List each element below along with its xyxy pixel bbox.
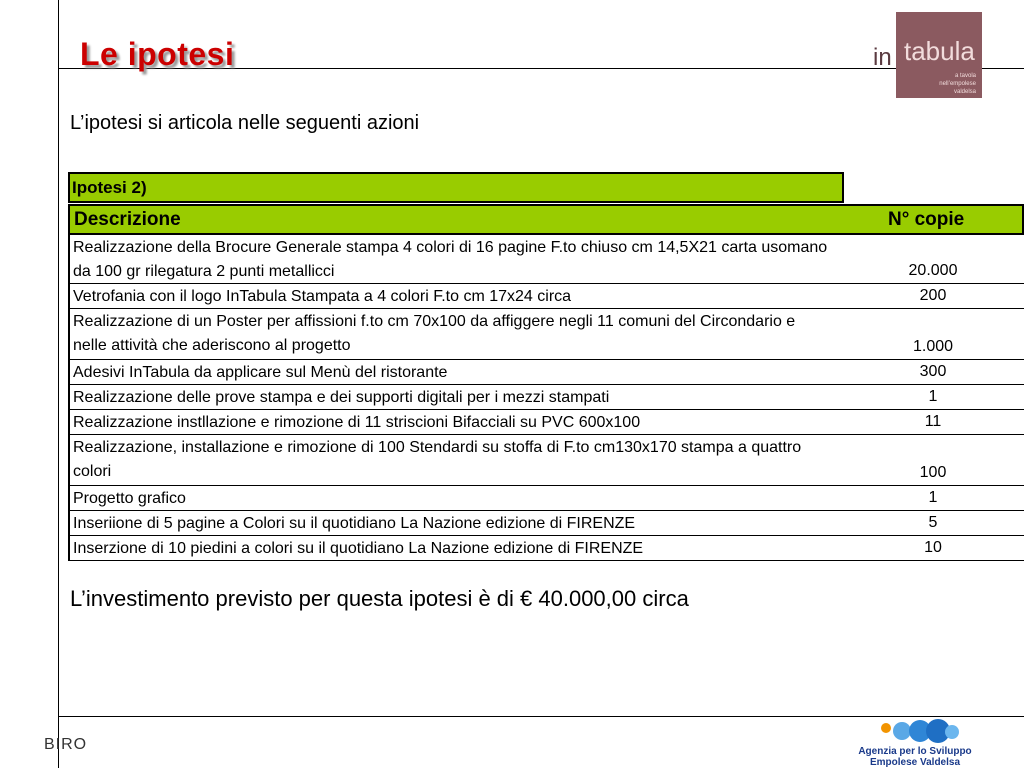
intro-text: L’ipotesi si articola nelle seguenti azioni (70, 112, 420, 134)
column-header-description: Descrizione (74, 209, 181, 230)
agency-logo (840, 716, 990, 768)
table-row (70, 434, 1024, 485)
biro-logo: BIRO (44, 736, 88, 753)
row-description: Realizzazione, installazione e rimozione di 100 Stendardi su stoffa di F.to cm130x170 stampa a quattro colori (73, 439, 802, 480)
logo-word: tabula (904, 36, 975, 66)
table-header (68, 204, 1024, 235)
investment-text: L’investimento previsto per questa ipotesi è di € 40.000,00 circa (70, 586, 689, 611)
row-description: Vetrofania con il logo InTabula Stampata a 4 colori F.to cm 17x24 circa (73, 288, 572, 305)
logo-prefix: in (873, 44, 892, 71)
row-copies: 300 (919, 363, 947, 380)
column-header-copies: N° copie (888, 209, 965, 230)
slide-title: Le ipotesi (80, 36, 235, 72)
table-row (70, 283, 1024, 308)
logo-subtitle-line: a tavola (954, 73, 976, 79)
row-copies: 100 (919, 464, 947, 481)
bubbles-icon (880, 718, 960, 746)
row-copies: 5 (928, 514, 938, 531)
table-body (68, 234, 1024, 561)
row-description: Realizzazione instllazione e rimozione di 11 striscioni Bifacciali su PVC 600x100 (73, 414, 641, 431)
table-row (70, 308, 1024, 359)
row-copies: 200 (919, 287, 947, 304)
table-row (70, 234, 1024, 283)
row-copies: 1.000 (912, 338, 954, 355)
agency-name (840, 746, 990, 768)
row-copies: 10 (924, 539, 942, 556)
row-copies: 1 (928, 489, 938, 506)
row-description: Inseriione di 5 pagine a Colori su il quotidiano La Nazione edizione di FIRENZE (73, 515, 636, 532)
row-description: Adesivi InTabula da applicare sul Menù del ristorante (73, 364, 448, 381)
row-description: Inserzione di 10 piedini a colori su il quotidiano La Nazione edizione di FIRENZE (73, 540, 644, 557)
row-description: Realizzazione delle prove stampa e dei supporti digitali per i mezzi stampati (73, 389, 610, 406)
logo-subtitle-line: valdelsa (953, 89, 976, 95)
row-description: Realizzazione di un Poster per affissioni f.to cm 70x100 da affiggere negli 11 comuni del Circondario e nelle attività che aderiscono al progetto (73, 313, 796, 354)
row-copies: 11 (924, 413, 942, 430)
table-row (70, 359, 1024, 384)
table-row (70, 535, 1024, 560)
logo-subtitle-line: nell’empolese (939, 81, 976, 87)
table-row (70, 485, 1024, 510)
row-copies: 20.000 (908, 262, 958, 279)
table-row (70, 409, 1024, 434)
left-rule (58, 0, 59, 768)
row-description: Realizzazione della Brocure Generale stampa 4 colori di 16 pagine F.to chiuso cm 14,5X21 carta usomano da 100 gr rilegatura 2 punti metallicci (73, 239, 828, 280)
table-row (70, 510, 1024, 535)
table-row (70, 384, 1024, 409)
logo-subtitle (930, 72, 976, 96)
row-copies: 1 (928, 388, 938, 405)
row-description: Progetto grafico (73, 490, 186, 507)
agency-line: Agenzia per lo Sviluppo (858, 746, 972, 757)
table-caption: Ipotesi 2) (68, 172, 844, 203)
agency-line: Empolese Valdelsa (869, 757, 961, 768)
